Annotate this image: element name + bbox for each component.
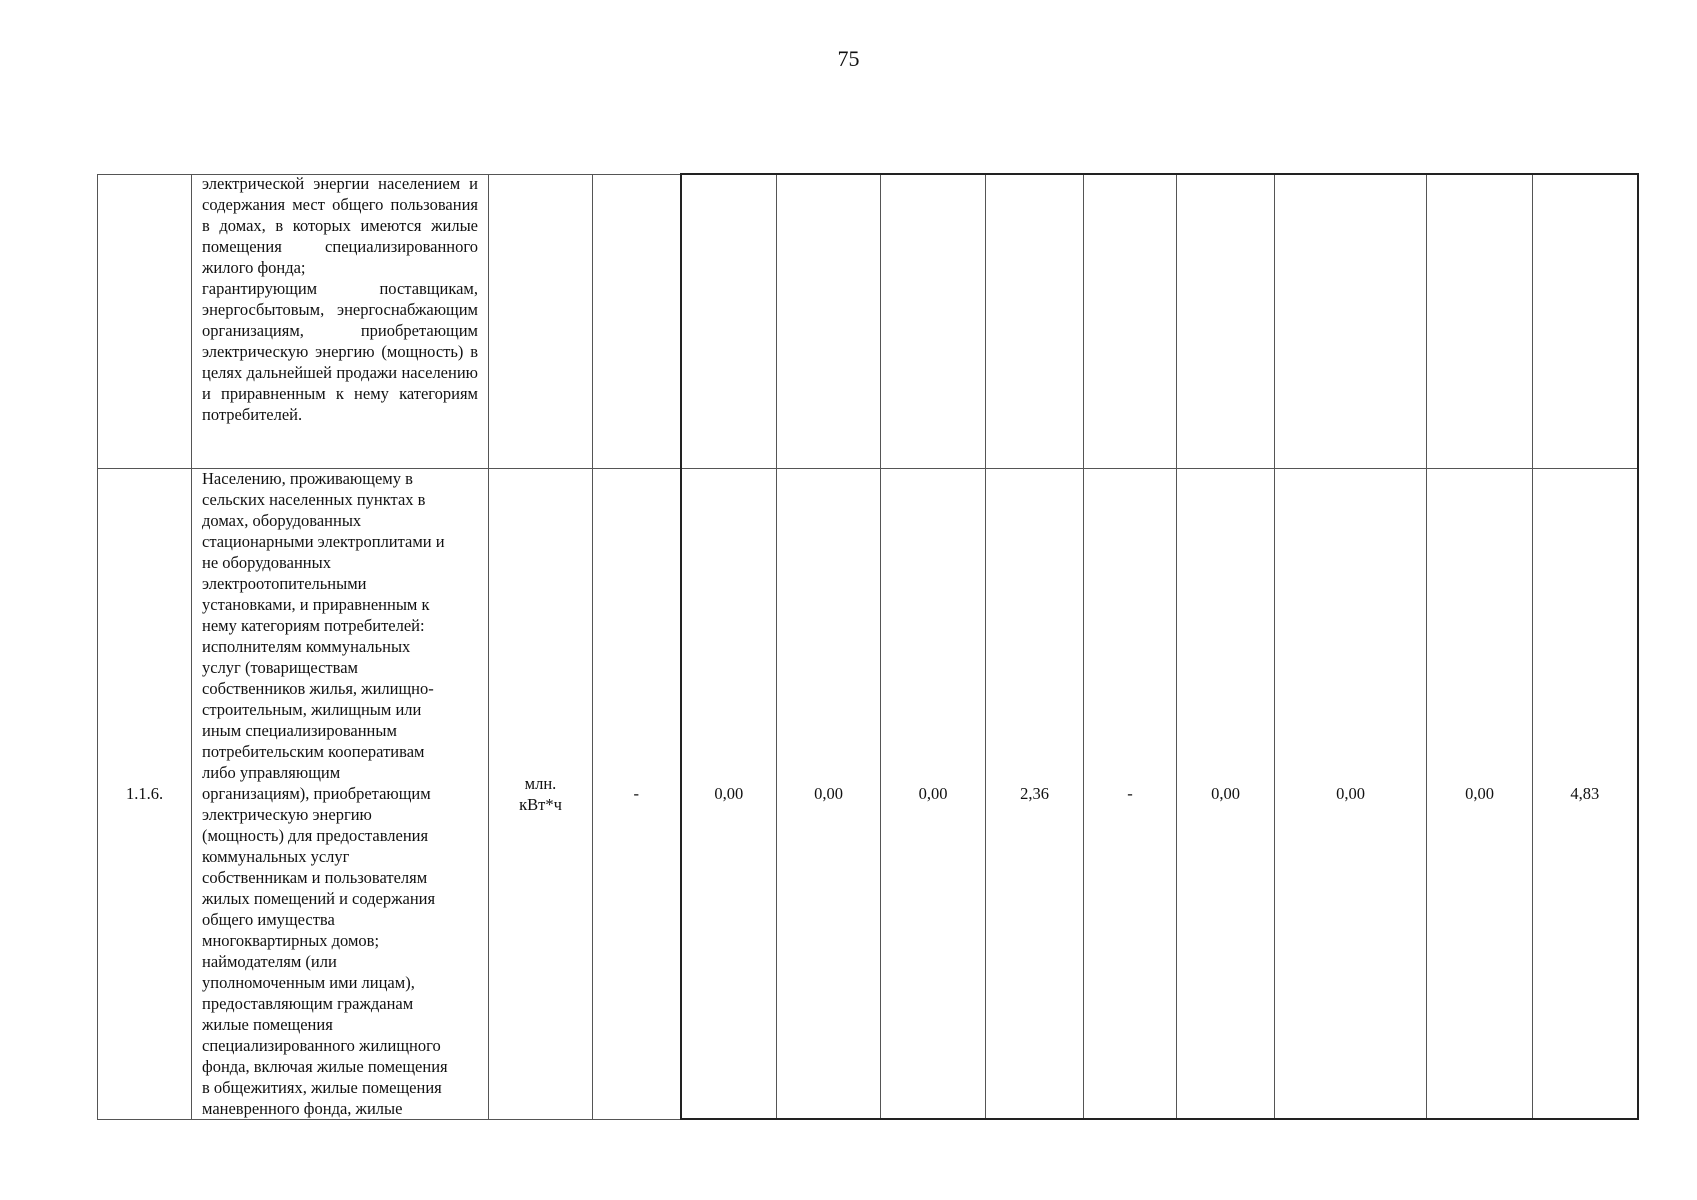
value-cell: 0,00 [1427,468,1533,1119]
value-cell: 0,00 [881,468,986,1119]
value-cell [1427,174,1533,468]
value-cell: 0,00 [1177,468,1275,1119]
value-cell [1084,174,1177,468]
value-cell: 4,83 [1533,468,1638,1119]
unit-cell [489,468,593,1119]
row-description: Населению, проживающему в сельских населенных пунктах в домах, оборудованных стационарными электроплитами и не оборудованных электроотопительными установками, и приравненным к нему категориям потребителей: исполнителям коммунальных услуг (товариществам собственников жилья, жилищно- строительным, жилищным или иным специализированным потребительским кооперативам либо управляющим организациям), приобретающим электрическую энергию (мощность) для предоставления коммунальных услуг собственникам и пользователям жилых помещений и содержания общего имущества многоквартирных домов; наймодателям (или уполномоченным ими лицам), предоставляющим гражданам жилые помещения специализированного жилищного фонда, включая жилые помещения в общежитиях, жилые помещения маневренного фонда, жилые [202,468,448,1118]
page-number: 75 [837,46,860,71]
row-number-cell [98,174,192,468]
row-number: 1.1.6. [98,468,192,1119]
row-description: электрической энергии населением и содержания мест общего пользования в домах, в которых имеются жилые помещения специализированного жилого фонда; гарантирующим поставщикам, энергосбытовым, энергоснабжающим организациям, приобретающим электрическую энергию (мощность) в целях дальнейшей продажи населению и приравненным к нему категориям потребителей. [202,173,478,424]
value-cell: 0,00 [1275,468,1427,1119]
value-cell [986,174,1084,468]
unit-label: млн. кВт*ч [519,773,562,814]
value-cell [777,174,881,468]
value-cell: 2,36 [986,468,1084,1119]
value-cell: 0,00 [777,468,881,1119]
value-cell [1177,174,1275,468]
description-cell [192,468,489,1119]
value-cell: - [1084,468,1177,1119]
value-cell: - [593,468,681,1119]
data-table [97,173,1639,1120]
table-row-continuation [98,174,1638,468]
description-cell [192,174,489,468]
value-cell: 0,00 [681,468,777,1119]
value-cell [681,174,777,468]
value-cell [1533,174,1638,468]
value-cell [593,174,681,468]
value-cell [1275,174,1427,468]
unit-cell [489,174,593,468]
value-cell [881,174,986,468]
table-row-1-1-6 [98,468,1638,1119]
